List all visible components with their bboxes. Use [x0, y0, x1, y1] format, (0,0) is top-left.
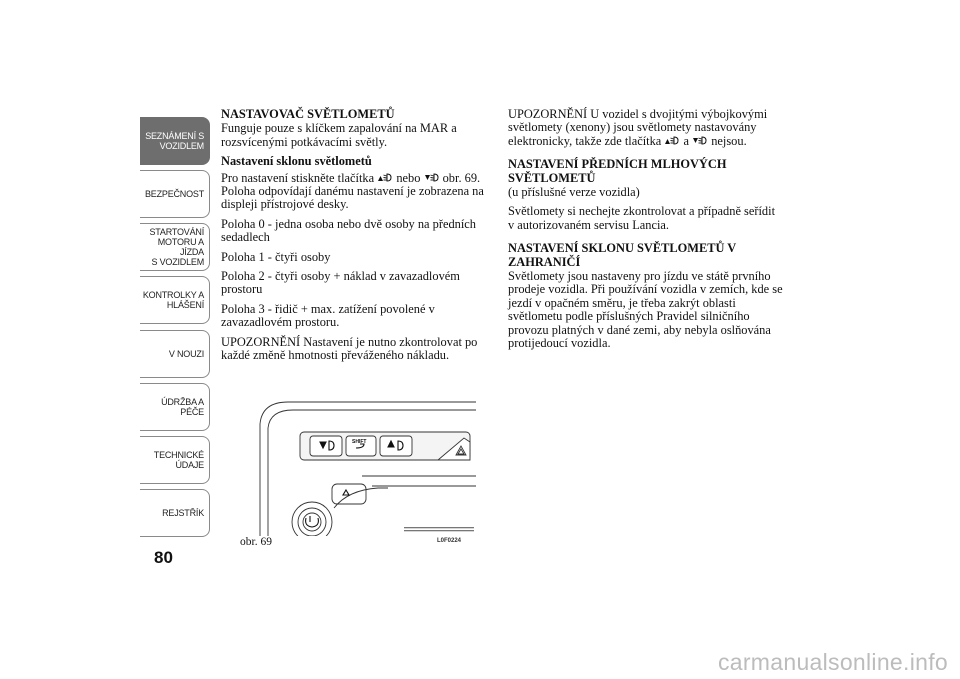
page-number: 80	[154, 548, 173, 567]
tab-bezpecnost[interactable]: BEZPEČNOST	[140, 170, 210, 218]
headlamp-up-icon	[377, 172, 393, 183]
paragraph: Poloha 3 - řidič + max. zatížení povolené v zavazadlovém prostoru.	[221, 301, 435, 330]
paragraph: Poloha 0 - jedna osoba nebo dvě osoby na předních sedadlech	[221, 216, 476, 245]
shift-button-label: SHIFT	[352, 439, 367, 445]
paragraph: UPOZORNĚNÍ Nastavení je nutno zkontrolovat po každé změně hmotnosti převáženého nákladu.	[221, 334, 478, 363]
section-heading: NASTAVOVAČ SVĚTLOMETŮ	[221, 107, 395, 121]
dashboard-illustration	[238, 380, 476, 536]
figure-caption: obr. 69	[240, 536, 272, 548]
paragraph: Poloha 2 - čtyři osoby + náklad v zavazadlovém prostoru	[221, 269, 460, 297]
paragraph: Pro nastavení stiskněte tlačítka nebo obr. 69. Poloha odpovídají danému nastavení je zobrazena na displeji přístrojové desky.	[221, 170, 484, 212]
paragraph: Poloha 1 - čtyři osoby	[221, 249, 331, 264]
section-heading: NASTAVENÍ SKLONU SVĚTLOMETŮ V ZAHRANIČÍ	[508, 241, 737, 269]
section-heading: NASTAVENÍ PŘEDNÍCH MLHOVÝCH SVĚTLOMETŮ	[508, 157, 727, 185]
headlamp-down-icon	[692, 135, 708, 146]
tab-seznameni[interactable]: SEZNÁMENÍ S VOZIDLEM	[140, 117, 210, 165]
subheading: Nastavení sklonu světlometů	[221, 154, 372, 169]
left-column	[221, 108, 493, 369]
figure-code: L0F0224	[437, 538, 462, 544]
tab-udrzba[interactable]: ÚDRŽBA A PÉČE	[140, 383, 210, 431]
paragraph: UPOZORNĚNÍ U vozidel s dvojitými výbojkovými světlomety (xenony) jsou světlomety nastavovány elektronicky, takže zde tlačítka a nejsou.	[508, 107, 768, 148]
tab-startovani[interactable]: STARTOVÁNÍ MOTORU A JÍZDA S VOZIDLEM	[140, 223, 210, 271]
paragraph: (u příslušné verze vozidla)	[508, 185, 640, 200]
tab-kontrolky[interactable]: KONTROLKY A HLÁŠENÍ	[140, 276, 210, 324]
headlamp-down-icon	[424, 172, 440, 183]
tab-v-nouzi[interactable]: V NOUZI	[140, 330, 210, 378]
paragraph: Funguje pouze s klíčkem zapalování na MAR a rozsvícenými potkávacími světly.	[221, 121, 457, 149]
right-column	[508, 108, 783, 357]
paragraph: Světlomety jsou nastaveny pro jízdu ve státě prvního prodeje vozidla. Při používání vozidla v zemích, kde se jezdí v opačném směru, je třeba zakrýt oblasti světlometu podle příslušných Pravidel silničního provozu platných v dané zemi, aby nebyla oslňována protijedoucí vozidla.	[508, 269, 783, 351]
tab-technicke[interactable]: TECHNICKÉ ÚDAJE	[140, 436, 210, 484]
headlamp-up-icon	[664, 135, 680, 146]
paragraph: Světlomety si nechejte zkontrolovat a případně seřídit v autorizovaném servisu Lancia.	[508, 204, 776, 232]
watermark: carmanualsonline.info	[717, 649, 948, 675]
figure-dashboard-panel	[238, 380, 476, 536]
tab-rejstrik[interactable]: REJSTŘÍK	[140, 489, 210, 537]
